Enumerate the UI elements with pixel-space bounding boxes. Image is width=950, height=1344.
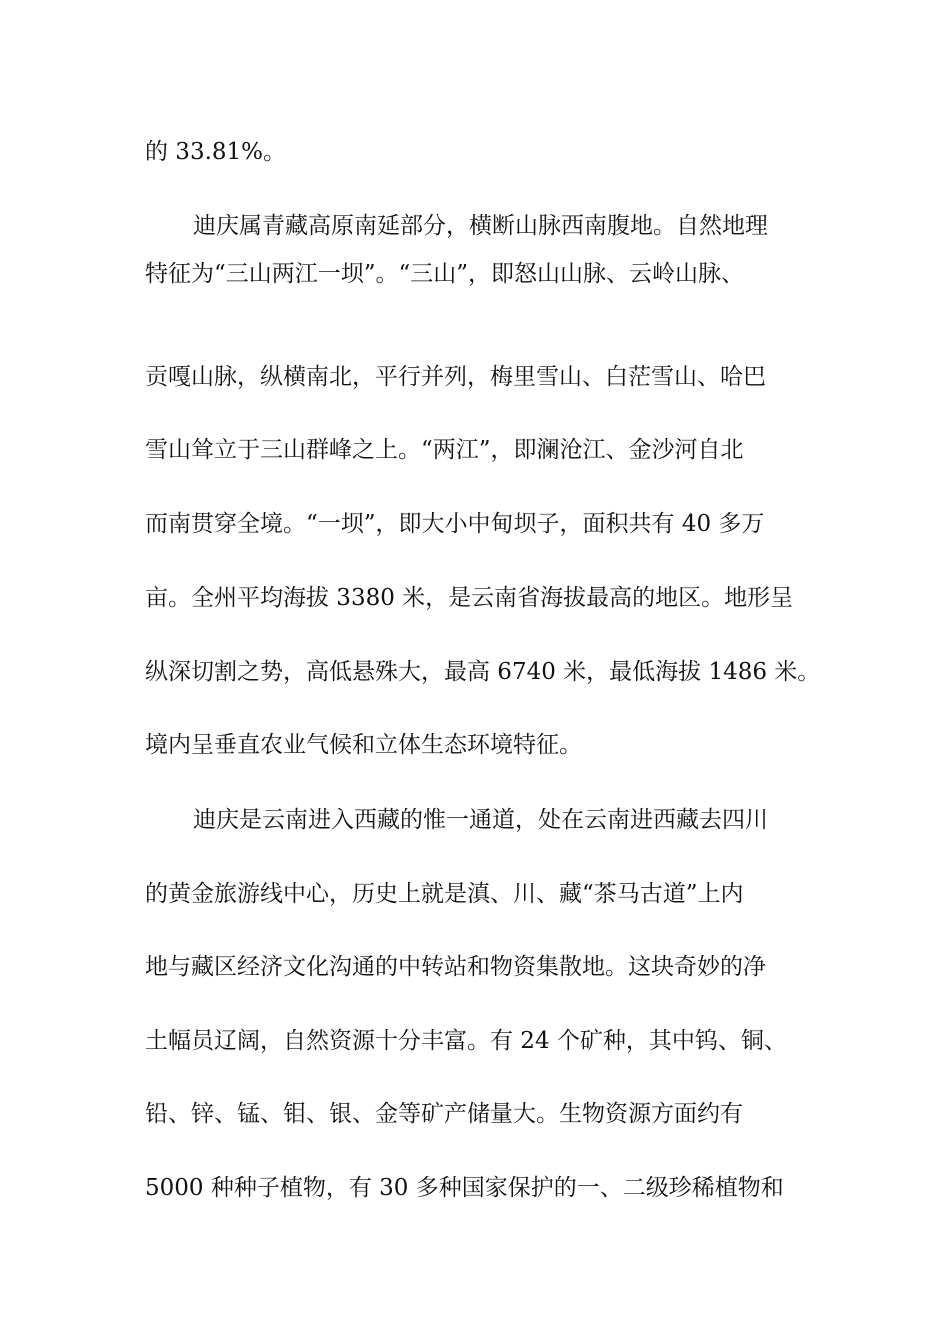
text-line: 境内呈垂直农业气候和立体生态环境特征。 (145, 732, 582, 758)
text-line: 特征为“三山两江一坝”。“三山”，即怒山山脉、云岭山脉、 (145, 261, 745, 287)
text-line: 雪山耸立于三山群峰之上。“两江”，即澜沧江、金沙河自北 (145, 437, 744, 463)
text-line: 5000 种种子植物，有 30 多种国家保护的一、二级珍稀植物和 (145, 1175, 784, 1201)
text-line: 的 33.81%。 (145, 139, 287, 165)
text-line: 亩。全州平均海拔 3380 米，是云南省海拔最高的地区。地形呈 (145, 585, 794, 611)
text-line: 地与藏区经济文化沟通的中转站和物资集散地。这块奇妙的净 (145, 954, 766, 980)
paragraph-first-line: 迪庆属青藏高原南延部分，横断山脉西南腹地。自然地理 (193, 213, 768, 239)
paragraph-first-line: 迪庆是云南进入西藏的惟一通道，处在云南进西藏去四川 (193, 807, 768, 833)
text-line: 的黄金旅游线中心，历史上就是滇、川、藏“茶马古道”上内 (145, 881, 744, 907)
text-line: 土幅员辽阔，自然资源十分丰富。有 24 个矿种，其中钨、铜、 (145, 1028, 787, 1054)
text-line: 铅、锌、锰、钼、银、金等矿产储量大。生物资源方面约有 (145, 1101, 743, 1127)
text-line: 纵深切割之势，高低悬殊大，最高 6740 米，最低海拔 1486 米。 (145, 659, 821, 685)
text-line: 贡嘎山脉，纵横南北，平行并列，梅里雪山、白茫雪山、哈巴 (145, 364, 766, 390)
text-line: 而南贯穿全境。“一坝”，即大小中甸坝子，面积共有 40 多万 (145, 511, 765, 537)
